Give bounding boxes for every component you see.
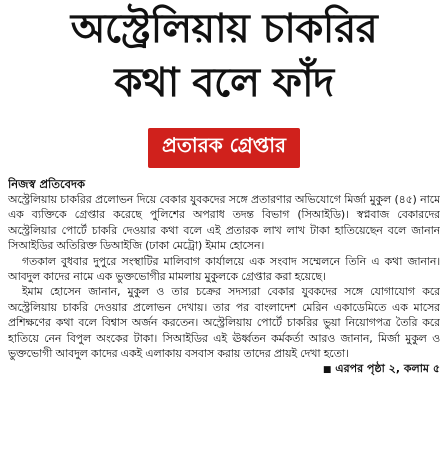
square-bullet-icon: ■: [322, 365, 332, 376]
paragraph-3: ইমাম হোসেন জানান, মুকুল ও তার চক্রের সদস্যরা বেকার যুবকদের সঙ্গে যোগাযোগ করে অস্ট্রেলিয়ায় চাকরি দেওয়ার প্রলোভন দেখায়। তার পর বাংলাদেশ মেরিন একাডেমিতে এক মাসের প্রশিক্ষণের কথা বলে বিশ্বাস অর্জন করতেন। অস্ট্রেলিয়ায় পোর্টে চাকরির ভুয়া নিয়োগপত্র তৈরি করে হাতিয়ে নেন বিপুল অংকের টাকা। সিআইডির এই ঊর্ধ্বতন কর্মকর্তা আরও জানান, মির্জা মুকুল ও ভুক্তভোগী আবদুল কাদের একই এলাকায় বসবাস করায় তাদের প্রায়ই দেখা হতো।: [8, 285, 440, 361]
headline-line-2: কথা বলে ফাঁদ: [114, 60, 334, 106]
paragraph-1: অস্ট্রেলিয়ায় চাকরির প্রলোভন দিয়ে বেকার যুবকদের সঙ্গে প্রতারণার অভিযোগে মির্জা মুকুল (৪৫) নামে এক ব্যক্তিকে গ্রেপ্তার করেছে পুলিশের অপরাধ তদন্ত বিভাগ (সিআইডি)। স্বপ্নবাজ বেকারদের অস্ট্রেলিয়ার পোর্টে চাকরি দেওয়ার কথা বলে এই প্রতারক লাখ লাখ টাকা হাতিয়েছেন বলে জানান সিআইডির অতিরিক্ত ডিআইজি (ঢাকা মেট্রো) ইমাম হোসেন।: [8, 193, 440, 253]
subheadline-banner: প্রতারক গ্রেপ্তার: [148, 128, 300, 168]
subheadline-wrap: [0, 128, 448, 168]
headline-line-1: অস্ট্রেলিয়ায় চাকরির: [70, 6, 378, 52]
headline: [0, 2, 448, 110]
continued-text: এরপর পৃষ্ঠা ২, কলাম ৫: [335, 362, 440, 376]
byline: নিজস্ব প্রতিবেদক: [8, 177, 86, 191]
continued-note: [8, 361, 440, 378]
article-body: [8, 176, 440, 448]
paragraph-2: গতকাল বুধবার দুপুরে সংস্থাটির মালিবাগ কার্যালয়ে এক সংবাদ সম্মেলনে তিনি এ কথা জানান। আবদুল কাদের নামে এক ভুক্তভোগীর মামলায় মুকুলকে গ্রেপ্তার করা হয়েছে।: [8, 254, 440, 284]
